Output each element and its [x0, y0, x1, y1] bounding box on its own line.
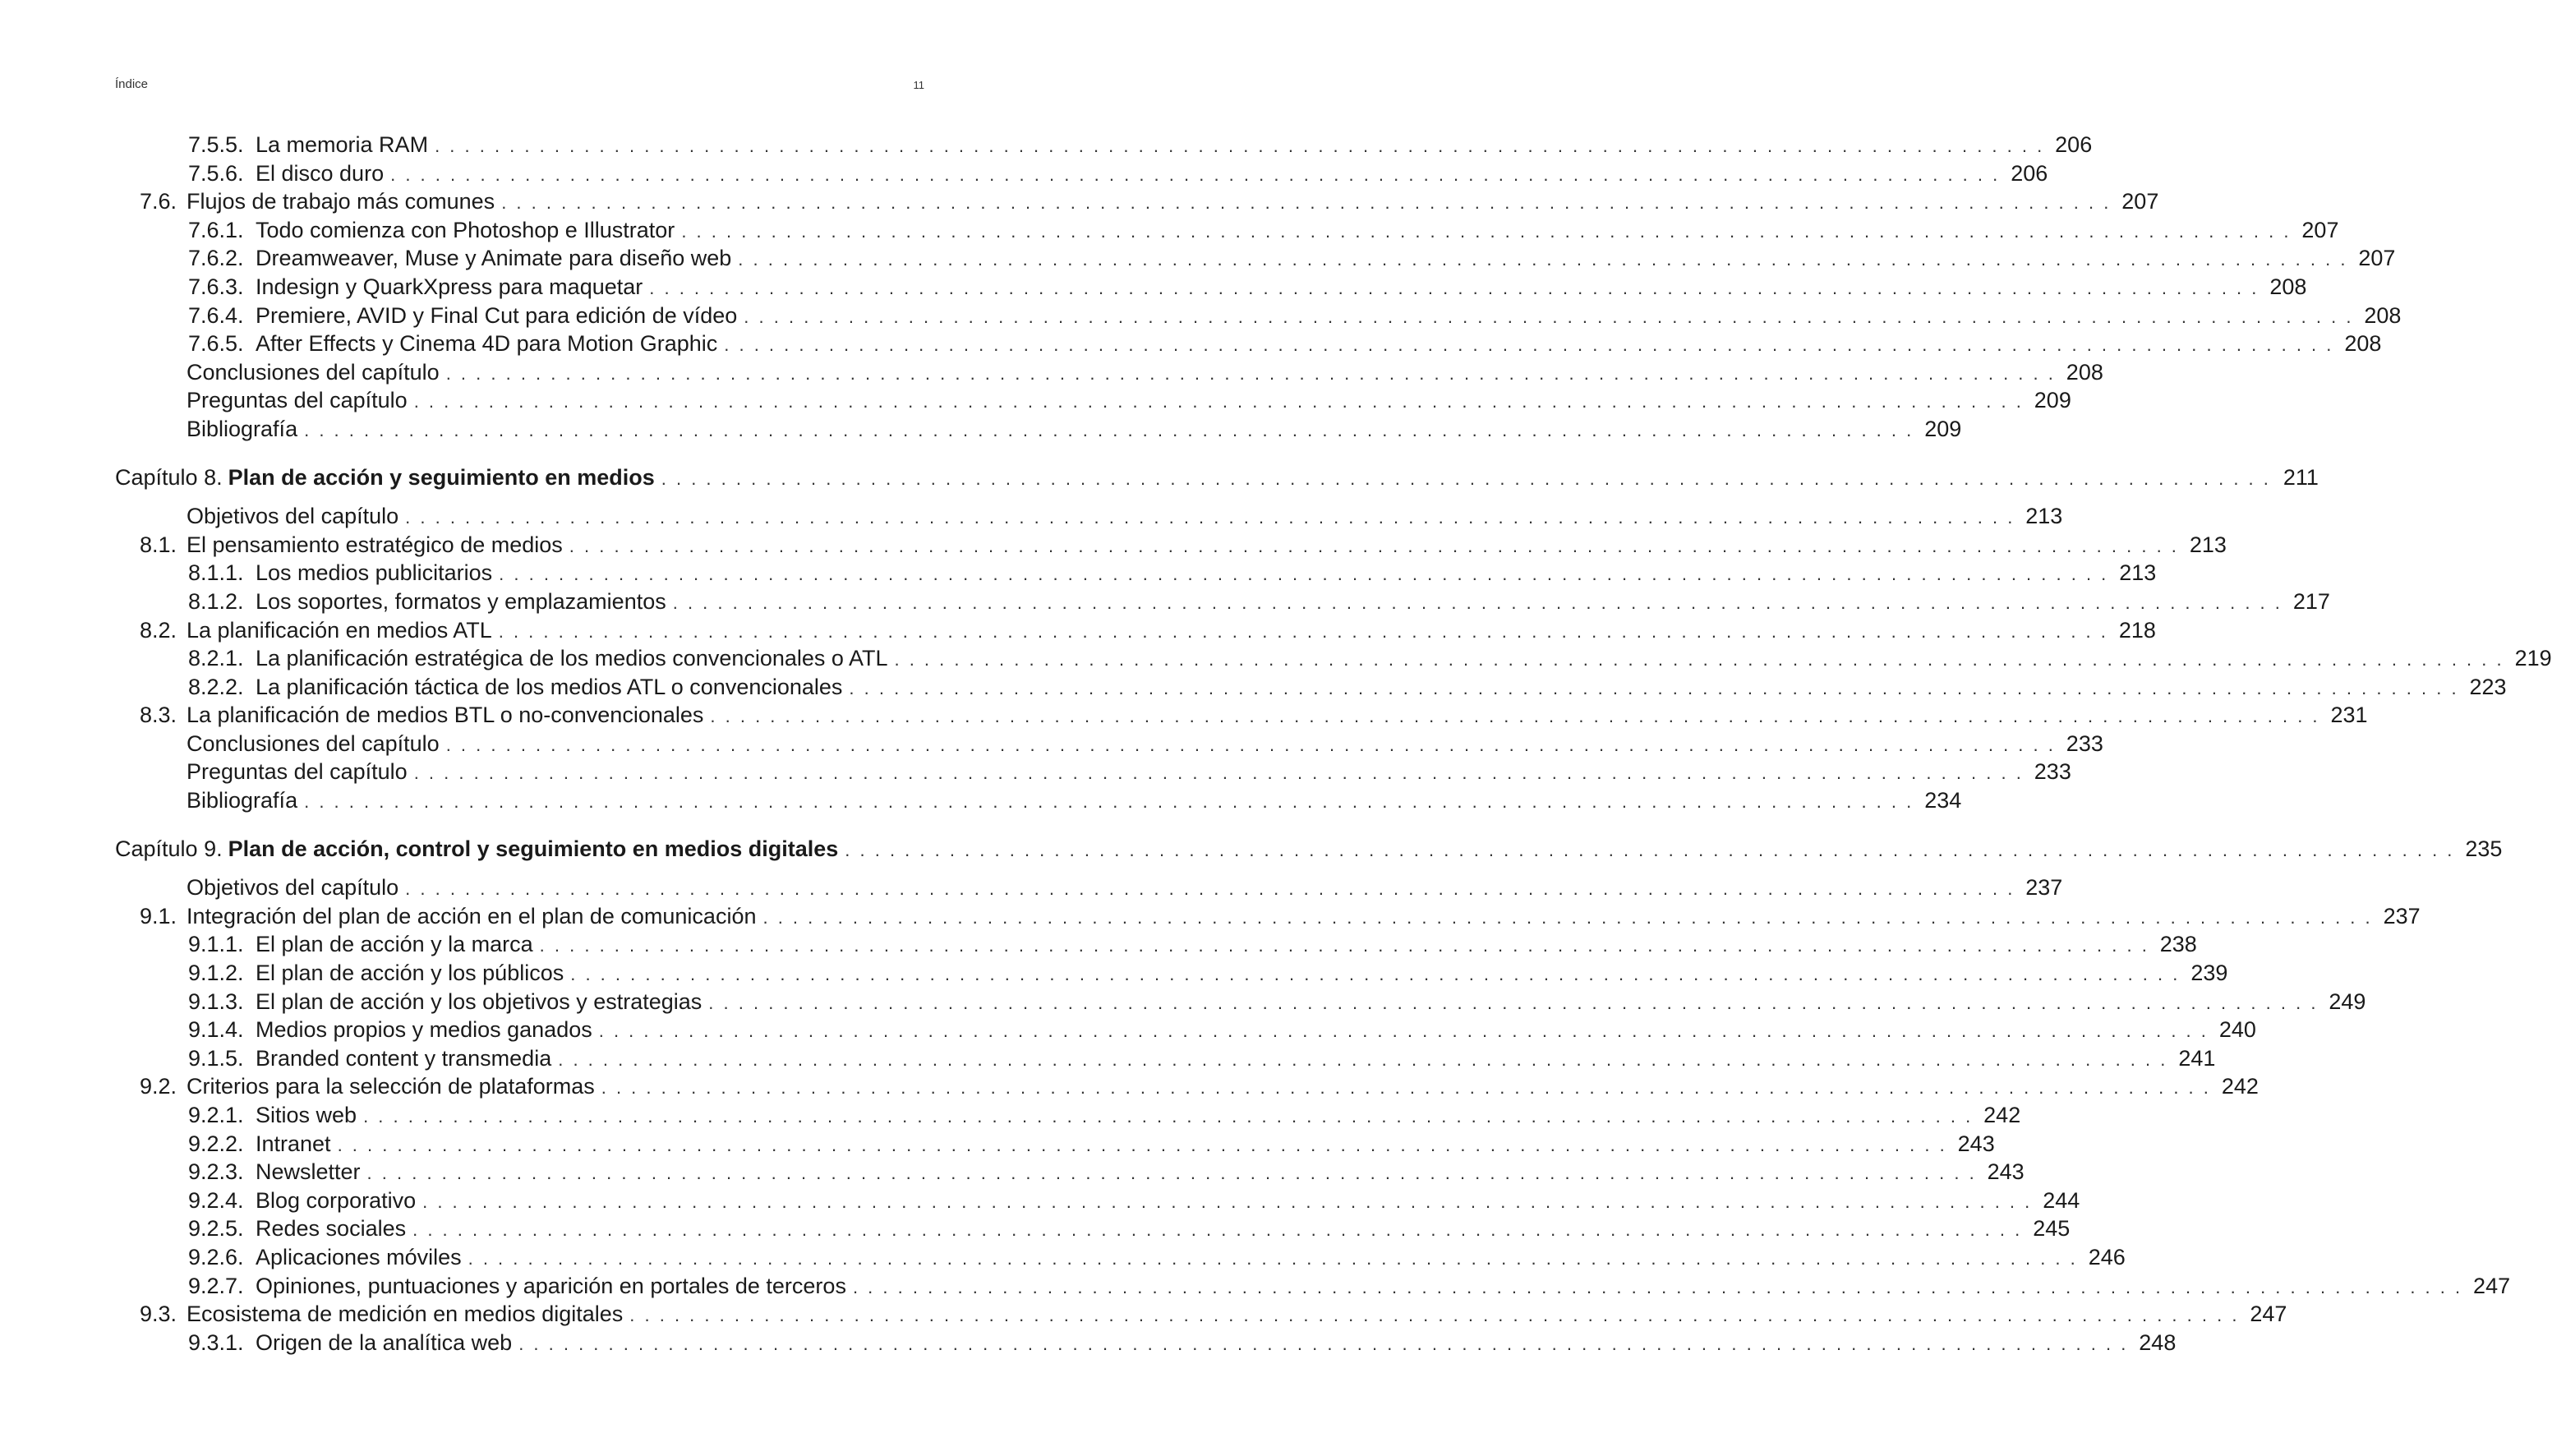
toc-entry: [115, 786, 1962, 815]
toc-entry-title: After Effects y Cinema 4D para Motion Graphic: [256, 331, 718, 357]
dot-leader: [673, 589, 2283, 618]
toc-entry-page: 245: [2033, 1216, 2071, 1242]
toc-entry-page: 233: [2066, 730, 2103, 756]
toc-entry-number: 7.5.6.: [188, 160, 244, 186]
dot-leader: [558, 1046, 2167, 1075]
toc-entry-page: 243: [1957, 1131, 1995, 1156]
toc-entry-page: 237: [2383, 903, 2421, 928]
toc-entry: [115, 701, 2368, 730]
toc-entry-page: 231: [2330, 703, 2368, 728]
toc-entry-number: Capítulo 9.: [115, 836, 223, 861]
dot-leader: [390, 161, 2000, 190]
toc-entry-title: Medios propios y medios ganados: [256, 1017, 592, 1043]
toc-entry: [115, 1243, 2126, 1272]
toc-entry-number: 8.1.: [140, 532, 177, 557]
dot-leader: [649, 274, 2259, 303]
toc-entry-title: Integración del plan de acción en el plan de comunicación: [187, 903, 757, 928]
toc-entry-page: 234: [1924, 788, 1962, 813]
toc-entry: [115, 358, 2103, 387]
toc-entry-title: Conclusiones del capítulo: [187, 359, 440, 385]
toc-entry-title: Preguntas del capítulo: [187, 388, 408, 413]
toc-entry-title: La planificación estratégica de los medios convencionales o ATL: [256, 646, 888, 671]
toc-entry: [115, 730, 2103, 758]
toc-entry-number: 7.6.: [140, 189, 177, 214]
toc-entry-number: 7.6.1.: [188, 217, 244, 242]
dot-leader: [681, 218, 2291, 247]
toc-entry-page: 240: [2218, 1017, 2256, 1043]
toc-entry-number: 8.1.1.: [188, 560, 244, 586]
toc-entry-title: Aplicaciones móviles: [256, 1244, 462, 1269]
dot-leader: [499, 618, 2108, 647]
toc-entry-number: 9.3.1.: [188, 1329, 244, 1355]
toc-entry: [115, 531, 2227, 560]
dot-leader: [629, 1302, 2239, 1330]
toc-entry-title: Intranet: [256, 1131, 331, 1156]
toc-entry-number: 7.6.5.: [188, 331, 244, 357]
dot-leader: [710, 703, 2319, 731]
toc-entry: [115, 587, 2330, 616]
toc-entry-number: 9.2.2.: [188, 1131, 244, 1156]
toc-entry-title: Opiniones, puntuaciones y aparición en portales de terceros: [256, 1273, 846, 1298]
toc-entry: [115, 1272, 2511, 1301]
table-of-contents: [115, 131, 2552, 1357]
toc-entry: [115, 159, 2048, 188]
toc-entry: [115, 988, 2366, 1016]
toc-entry-page: 207: [2358, 246, 2396, 271]
toc-entry-number: 9.2.4.: [188, 1187, 244, 1213]
toc-entry-title: La planificación táctica de los medios ATL o convencionales: [256, 674, 843, 699]
toc-entry-page: 235: [2465, 836, 2503, 861]
dot-leader: [414, 759, 2024, 788]
toc-entry-number: 7.5.5.: [188, 132, 244, 157]
toc-entry-number: 7.6.2.: [188, 246, 244, 271]
toc-entry-page: 219: [2514, 646, 2552, 671]
toc-entry-title: Conclusiones del capítulo: [187, 730, 440, 756]
toc-entry: [115, 415, 1962, 444]
toc-entry-title: Objetivos del capítulo: [187, 875, 399, 901]
toc-entry-number: 8.3.: [140, 703, 177, 728]
toc-entry: [115, 1300, 2287, 1329]
toc-entry-page: 207: [2121, 189, 2159, 214]
dot-leader: [363, 1103, 1973, 1131]
toc-entry-number: 9.3.: [140, 1302, 177, 1327]
toc-entry-page: 208: [2269, 274, 2307, 299]
toc-entry: [115, 930, 2197, 959]
toc-entry: [115, 244, 2396, 273]
dot-leader: [599, 1017, 2209, 1046]
toc-entry-title: El disco duro: [256, 160, 385, 186]
running-header-page-number: 11: [913, 79, 924, 91]
toc-entry-page: 223: [2469, 674, 2507, 699]
toc-entry-page: 217: [2292, 588, 2330, 614]
toc-entry: [115, 1072, 2259, 1101]
toc-entry: [115, 1044, 2216, 1073]
toc-entry: [115, 559, 2157, 587]
toc-entry: [115, 673, 2507, 702]
toc-entry-page: 242: [2221, 1074, 2259, 1099]
toc-entry-title: Los medios publicitarios: [256, 560, 493, 586]
toc-entry: [115, 273, 2307, 302]
dot-leader: [446, 360, 2056, 389]
dot-leader: [540, 932, 2149, 961]
toc-entry: [115, 1130, 1995, 1159]
toc-entry-page: 206: [2055, 132, 2093, 157]
toc-entry: [115, 1186, 2080, 1215]
toc-entry-number: 8.2.1.: [188, 646, 244, 671]
toc-entry-number: 9.2.5.: [188, 1216, 244, 1242]
toc-entry-page: 208: [2344, 331, 2382, 357]
toc-entry-page: 249: [2329, 988, 2366, 1014]
toc-entry-number: Capítulo 8.: [115, 464, 223, 490]
toc-entry-number: 9.1.2.: [188, 961, 244, 986]
toc-entry-title: Objetivos del capítulo: [187, 504, 399, 529]
toc-entry: [115, 1101, 2021, 1130]
toc-entry-number: 9.1.1.: [188, 932, 244, 957]
dot-leader: [601, 1074, 2211, 1103]
toc-chapter-entry: [115, 835, 2503, 864]
toc-entry-title: Branded content y transmedia: [256, 1045, 552, 1071]
toc-entry-title: Bibliografía: [187, 788, 298, 813]
toc-entry: [115, 959, 2228, 988]
toc-entry-title: Premiere, AVID y Final Cut para edición de vídeo: [256, 302, 738, 328]
toc-entry: [115, 902, 2421, 931]
toc-entry-page: 206: [2011, 160, 2048, 186]
toc-entry-title: Blog corporativo: [256, 1187, 417, 1213]
toc-entry: [115, 131, 2093, 159]
toc-entry-number: 9.2.3.: [188, 1159, 244, 1185]
toc-entry-number: 9.2.7.: [188, 1273, 244, 1298]
toc-entry-number: 8.1.2.: [188, 588, 244, 614]
toc-entry-page: 247: [2250, 1302, 2287, 1327]
toc-entry: [115, 758, 2071, 786]
dot-leader: [845, 836, 2454, 865]
toc-entry-page: 213: [2189, 532, 2227, 557]
running-header-section: Índice: [115, 77, 149, 91]
toc-entry-title: Bibliografía: [187, 416, 298, 441]
toc-entry-page: 239: [2190, 961, 2228, 986]
toc-entry-page: 242: [1983, 1103, 2021, 1127]
dot-leader: [405, 504, 2015, 532]
toc-entry-title: Preguntas del capítulo: [187, 759, 408, 785]
toc-chapter-entry: [115, 463, 2319, 492]
toc-entry-title: Plan de acción y seguimiento en medios: [228, 464, 655, 490]
toc-entry: [115, 1158, 2025, 1186]
dot-leader: [849, 675, 2458, 703]
toc-entry-number: 8.2.2.: [188, 674, 244, 699]
dot-leader: [499, 560, 2108, 589]
toc-entry-title: Redes sociales: [256, 1216, 407, 1242]
toc-entry-page: 218: [2118, 617, 2156, 643]
toc-entry-title: Origen de la analítica web: [256, 1329, 513, 1355]
toc-entry-title: Dreamweaver, Muse y Animate para diseño web: [256, 246, 732, 271]
dot-leader: [744, 303, 2353, 332]
toc-entry-title: El plan de acción y los objetivos y estrategias: [256, 988, 702, 1014]
dot-leader: [414, 388, 2024, 417]
dot-leader: [338, 1131, 1947, 1160]
toc-entry-number: 7.6.3.: [188, 274, 244, 299]
dot-leader: [405, 875, 2015, 904]
toc-entry-page: 208: [2066, 359, 2103, 385]
toc-entry-page: 208: [2364, 302, 2402, 328]
toc-entry: [115, 1016, 2256, 1044]
dot-leader: [422, 1188, 2032, 1217]
toc-entry-number: 9.1.4.: [188, 1017, 244, 1043]
toc-entry-number: 9.1.: [140, 903, 177, 928]
dot-leader: [853, 1274, 2462, 1302]
toc-entry-page: 213: [2025, 504, 2063, 529]
toc-entry-title: Flujos de trabajo más comunes: [187, 189, 495, 214]
toc-entry-number: 9.2.6.: [188, 1244, 244, 1269]
dot-leader: [738, 246, 2347, 274]
toc-entry: [115, 1214, 2071, 1243]
toc-entry-title: Sitios web: [256, 1103, 357, 1127]
toc-entry: [115, 873, 2063, 902]
toc-entry: [115, 302, 2402, 330]
dot-leader: [446, 731, 2056, 760]
dot-leader: [518, 1330, 2128, 1359]
toc-entry-page: 244: [2043, 1187, 2080, 1213]
toc-entry-title: El plan de acción y la marca: [256, 932, 533, 957]
dot-leader: [724, 331, 2333, 360]
toc-entry-page: 213: [2119, 560, 2157, 586]
toc-entry-number: 7.6.4.: [188, 302, 244, 328]
dot-leader: [569, 532, 2179, 561]
toc-entry-number: 9.2.1.: [188, 1103, 244, 1127]
toc-entry-page: 241: [2178, 1045, 2216, 1071]
toc-entry-page: 209: [1924, 416, 1962, 441]
toc-entry-page: 238: [2159, 932, 2197, 957]
toc-entry-page: 247: [2473, 1273, 2511, 1298]
toc-entry-title: Criterios para la selección de plataformas: [187, 1074, 595, 1099]
toc-entry-page: 211: [2283, 464, 2319, 490]
toc-entry: [115, 386, 2071, 415]
toc-entry-number: 9.1.5.: [188, 1045, 244, 1071]
dot-leader: [412, 1216, 2022, 1245]
toc-entry-title: Todo comienza con Photoshop e Illustrator: [256, 217, 675, 242]
toc-entry-page: 246: [2088, 1244, 2126, 1269]
dot-leader: [435, 132, 2044, 161]
toc-entry-title: La planificación de medios BTL o no-convencionales: [187, 703, 704, 728]
dot-leader: [894, 646, 2504, 675]
toc-entry-number: 8.2.: [140, 617, 177, 643]
dot-leader: [762, 904, 2372, 933]
toc-entry: [115, 329, 2382, 358]
toc-entry: [115, 187, 2159, 216]
toc-entry-page: 207: [2301, 217, 2339, 242]
toc-entry-page: 233: [2034, 759, 2071, 785]
dot-leader: [570, 961, 2180, 989]
toc-entry-number: 9.2.: [140, 1074, 177, 1099]
toc-entry-title: Indesign y QuarkXpress para maquetar: [256, 274, 643, 299]
dot-leader: [708, 989, 2318, 1018]
dot-leader: [304, 417, 1914, 445]
toc-entry: [115, 216, 2339, 245]
toc-entry-page: 237: [2025, 875, 2063, 901]
toc-entry-page: 243: [1987, 1159, 2025, 1185]
dot-leader: [304, 788, 1914, 817]
dot-leader: [468, 1245, 2078, 1274]
toc-entry-title: La planificación en medios ATL: [187, 617, 492, 643]
toc-entry-number: 9.1.3.: [188, 988, 244, 1014]
toc-entry-title: El plan de acción y los públicos: [256, 961, 564, 986]
toc-entry-title: Ecosistema de medición en medios digitales: [187, 1302, 624, 1327]
toc-entry: [115, 616, 2156, 645]
toc-entry: [115, 644, 2552, 673]
toc-entry: [115, 502, 2063, 531]
toc-entry-title: La memoria RAM: [256, 132, 429, 157]
dot-leader: [367, 1159, 1977, 1188]
toc-entry-title: El pensamiento estratégico de medios: [187, 532, 563, 557]
dot-leader: [661, 465, 2271, 494]
toc-entry-title: Newsletter: [256, 1159, 361, 1185]
toc-entry-page: 248: [2139, 1329, 2177, 1355]
toc-entry-title: Plan de acción, control y seguimiento en medios digitales: [228, 836, 839, 861]
toc-entry-page: 209: [2034, 388, 2071, 413]
toc-entry: [115, 1329, 2177, 1357]
dot-leader: [501, 189, 2111, 218]
toc-entry-title: Los soportes, formatos y emplazamientos: [256, 588, 666, 614]
